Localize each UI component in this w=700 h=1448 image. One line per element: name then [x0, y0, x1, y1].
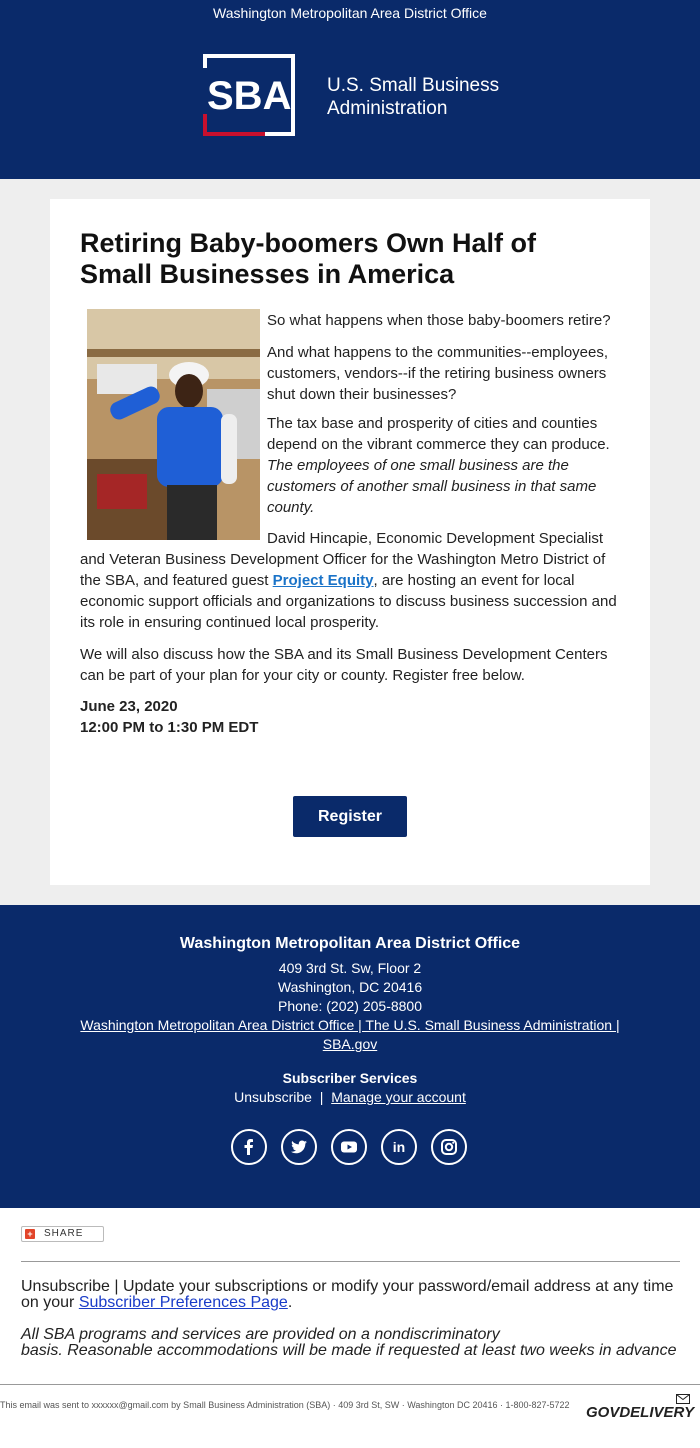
paragraph-5: We will also discuss how the SBA and its Small Business Development Centers can be part of your plan for your city or county. Register free below. [80, 646, 608, 684]
footer-links-2 [0, 1036, 700, 1052]
footer-office-link[interactable]: Washington Metropolitan Area District Office | The U.S. Small Business Administration | [80, 1017, 620, 1033]
sent-to-notice: This email was sent to xxxxxx@gmail.com by Small Business Administration (SBA) · 409 3rd St, SW · Washington DC 20416 · 1-800-827-5722 [0, 1400, 570, 1410]
article-title: Retiring Baby-boomers Own Half of Small Businesses in America [80, 228, 537, 289]
twitter-icon[interactable] [281, 1129, 317, 1165]
paragraph-3 [267, 413, 617, 518]
govdelivery-logo [586, 1400, 695, 1424]
email-footer [0, 905, 700, 1208]
subscriber-services-heading: Subscriber Services [282, 1070, 418, 1086]
share-label: SHARE [44, 1228, 84, 1239]
separator: | [319, 1089, 324, 1105]
subscriber-preferences-link[interactable]: Subscriber Preferences Page [78, 1294, 288, 1311]
logo-line-2: Administration [327, 98, 448, 119]
envelope-icon [676, 1394, 690, 1404]
event-time: 12:00 PM to 1:30 PM EDT [80, 719, 259, 736]
email-header [0, 0, 700, 179]
manage-account-link[interactable]: Manage your account [331, 1089, 466, 1105]
paragraph-3-text: The tax base and prosperity of cities and counties depend on the vibrant commerce they can produce. [267, 415, 610, 453]
footer-address-1: 409 3rd St. Sw, Floor 2 [278, 960, 422, 976]
govdelivery-text: GOVDELIVERY [586, 1404, 695, 1421]
logo-line-1: U.S. Small Business [327, 75, 500, 96]
facebook-icon[interactable] [231, 1129, 267, 1165]
footer-office-name: Washington Metropolitan Area District Office [179, 935, 521, 952]
logo-mark: SBA [207, 74, 292, 118]
paragraph-4-text: David Hincapie, Economic Development Specialist and Veteran Business Development Officer for the Washington Metro District of the SBA, and featured guest [80, 530, 606, 589]
photo-business-owner [87, 309, 260, 540]
header-office-name: Washington Metropolitan Area District Office [213, 5, 487, 21]
share-button[interactable] [21, 1226, 104, 1242]
linkedin-icon[interactable]: in [381, 1129, 417, 1165]
footer-address-2: Washington, DC 20416 [277, 979, 423, 995]
paragraph-1: So what happens when those baby-boomers retire? [267, 312, 611, 329]
nondiscrimination-line-1: All SBA programs and services are provided on a nondiscriminatory [21, 1326, 500, 1343]
paragraph-4 [80, 528, 620, 633]
event-date: June 23, 2020 [80, 698, 178, 715]
sba-gov-link[interactable]: SBA.gov [322, 1036, 378, 1052]
register-button[interactable]: Register [293, 796, 407, 837]
logo-wordmark [327, 74, 499, 120]
preferences-line [21, 1295, 691, 1311]
footer-links [0, 1017, 700, 1033]
divider [21, 1261, 680, 1262]
youtube-icon[interactable] [331, 1129, 367, 1165]
instagram-icon[interactable] [431, 1129, 467, 1165]
unsubscribe-line: Unsubscribe | Update your subscriptions or modify your password/email address at any time [21, 1278, 674, 1295]
project-equity-link[interactable]: Project Equity [272, 572, 374, 589]
plus-icon: + [25, 1229, 35, 1239]
footer-phone: Phone: (202) 205-8800 [278, 998, 422, 1014]
on-your-text: on your [21, 1294, 79, 1311]
bottom-divider [0, 1384, 700, 1385]
sba-logo-icon [203, 54, 295, 136]
subscriber-services-links [0, 1089, 700, 1105]
unsubscribe-link[interactable]: Unsubscribe [234, 1089, 312, 1105]
paragraph-2: And what happens to the communities--employees, customers, vendors--if the retiring business owners shut down their businesses? [267, 344, 609, 403]
paragraph-4-text-end: , are hosting an event for local economic support officials and organizations to discuss business succession and its role in ensuring continued local prosperity. [80, 572, 617, 631]
period: . [287, 1294, 293, 1311]
nondiscrimination-line-2: basis. Reasonable accommodations will be made if requested at least two weeks in advance [21, 1342, 677, 1359]
paragraph-3-italic: The employees of one small business are the customers of another small business in that same county. [267, 457, 597, 516]
